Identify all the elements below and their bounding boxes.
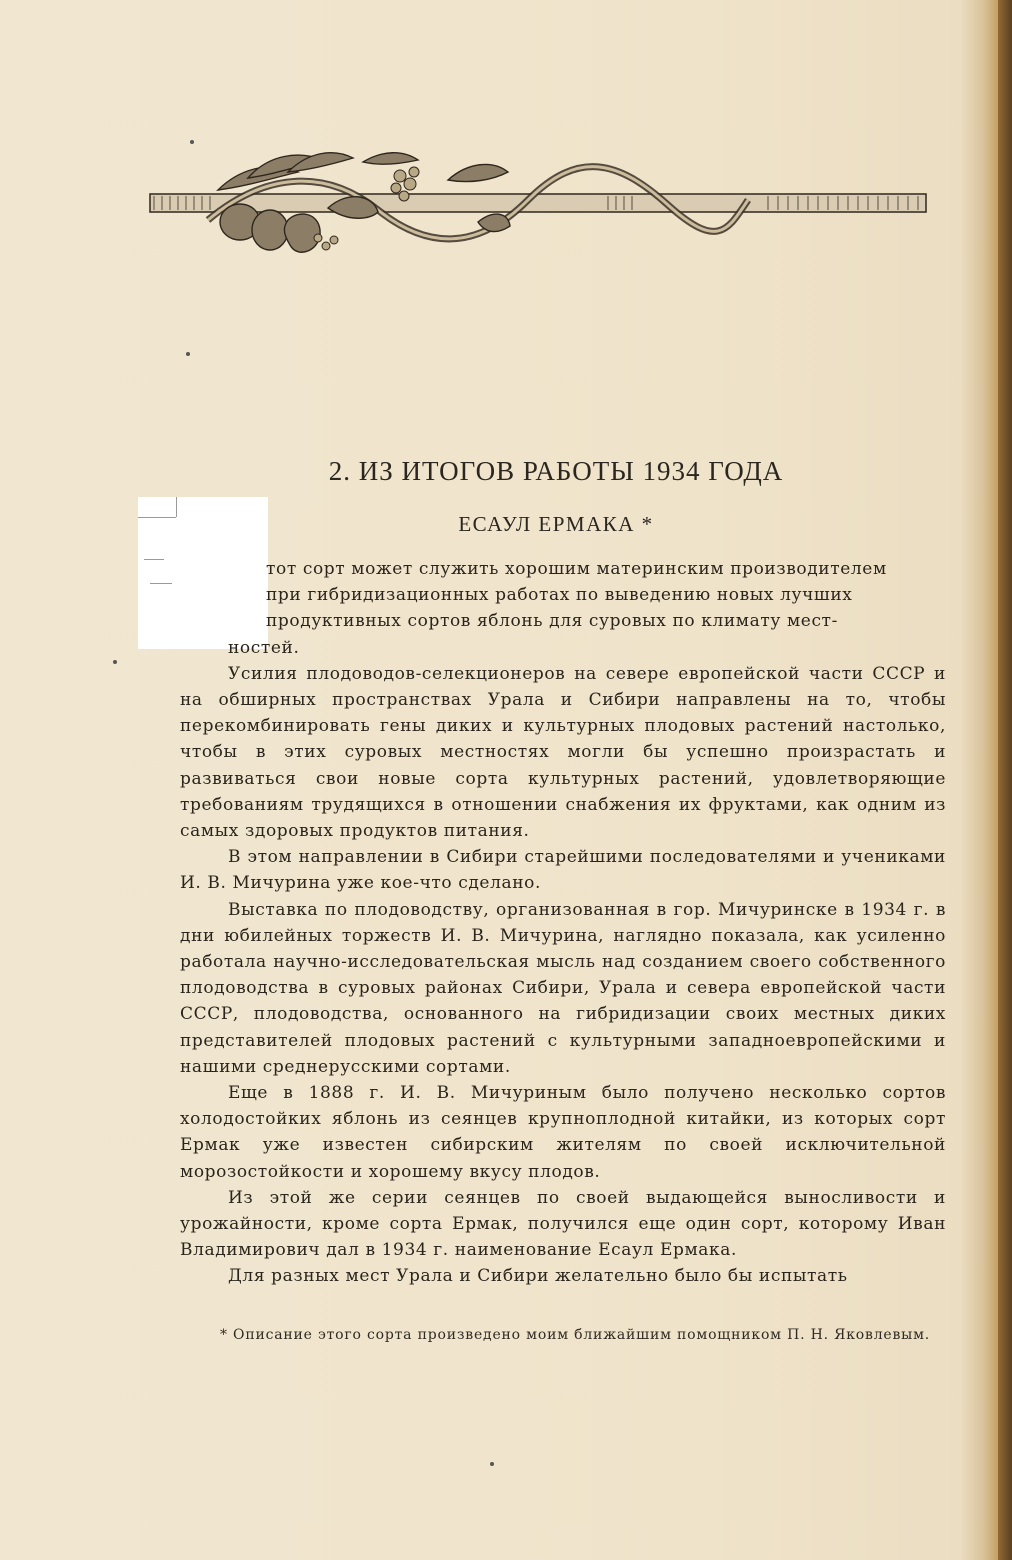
print-speck xyxy=(113,660,117,664)
footnote xyxy=(180,1326,948,1345)
paragraph: Усилия плодоводов-селекционеров на севере европейской части СССР и на обширных пространствах Урала и Сибири направлены на то, чтобы перекомбинировать гены диких и культурных плодовых растений настолько, чтобы в этих суровых местностях могли бы успешно произрастать и развиваться свои новые сорта культурных растений, удовлетворяющие требованиям трудящихся в отношении снабжения их фруктами, как одним из самых здоровых продуктов питания. xyxy=(180,663,946,842)
text-line: ностей. xyxy=(228,637,300,658)
footnote-text: * Описание этого сорта произведено моим ближайшим помощником П. Н. Яковлевым. xyxy=(220,1327,931,1343)
text-line: тот сорт может служить хорошим материнским производителем xyxy=(266,559,887,579)
fruit-branch-ribbon-ornament-icon xyxy=(148,150,928,270)
paragraph: Еще в 1888 г. И. В. Мичуриным было получено несколько сортов холодостойких яблонь из сеянцев крупноплодной китайки, из которых сорт Ермак уже известен сибирским жителям по своей исключительной морозостойкости и хорошему вкусу плодов. xyxy=(180,1083,946,1182)
first-paragraph-indented xyxy=(180,556,946,635)
body-text xyxy=(180,556,946,1290)
paragraph: В этом направлении в Сибири старейшими последователями и учениками И. В. Мичурина уже кое-что сделано. xyxy=(180,847,946,894)
text-line: продуктивных сортов яблонь для суровых по климату мест- xyxy=(266,611,838,632)
binding-edge xyxy=(998,0,1012,1560)
paragraph: Выставка по плодоводству, организованная в гор. Мичуринске в 1934 г. в дни юбилейных торжеств И. В. Мичурина, наглядно показала, как усиленно работала научно-исследовательская мысль над созданием своего собственного плодоводства в суровых районах Сибири, Урала и севера европейской части СССР, плодоводства, основанного на гибридизации своих местных диких представителей плодовых растений с культурными западноевропейскими и нашими среднерусскими сортами. xyxy=(180,899,946,1077)
section-title: 2. ИЗ ИТОГОВ РАБОТЫ 1934 ГОДА xyxy=(328,456,784,486)
paragraph: Из этой же серии сеянцев по своей выдающейся выносливости и урожайности, кроме сорта Ермак, получился еще один сорт, которому Иван Владимирович дал в 1934 г. наименование Есаул Ермака. xyxy=(180,1187,946,1261)
print-speck xyxy=(190,140,194,144)
print-speck xyxy=(186,352,190,356)
text-line: при гибридизационных работах по выведению новых лучших xyxy=(266,585,853,606)
paragraph: Для разных мест Урала и Сибири желательно было бы испытать xyxy=(228,1266,848,1287)
variety-title: ЕСАУЛ ЕРМАКА * xyxy=(458,512,654,536)
print-speck xyxy=(490,1462,494,1466)
